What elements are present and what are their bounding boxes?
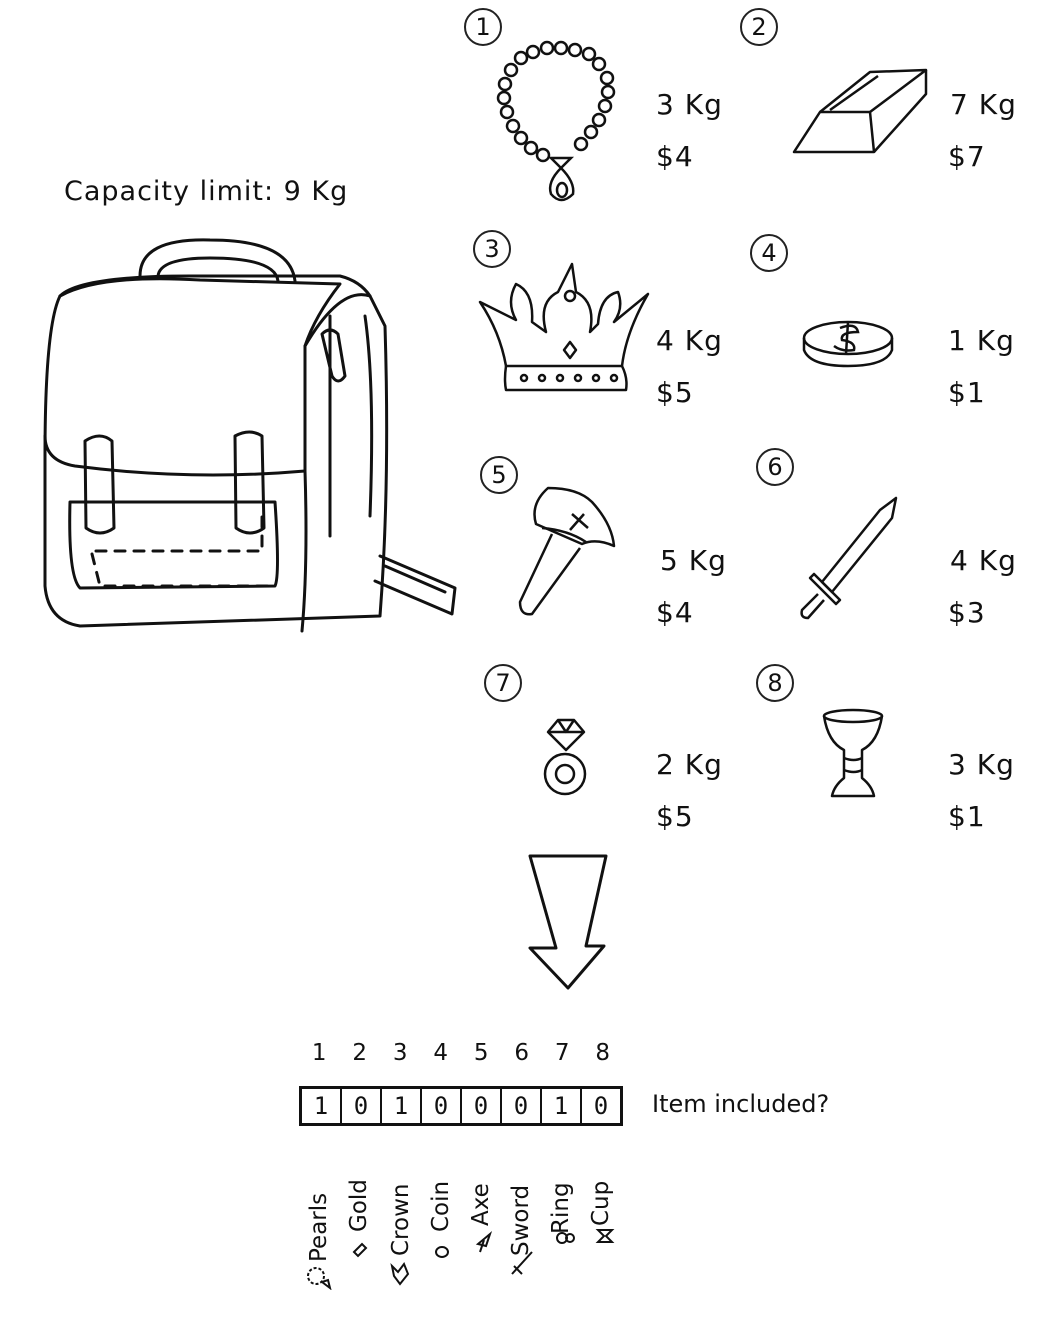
bit-cell: 0: [593, 1092, 609, 1120]
item-8-value: $1: [948, 800, 986, 833]
bit-cell: 1: [382, 1089, 422, 1123]
item-6-weight: 4 Kg: [950, 544, 1017, 577]
coin-icon: [800, 318, 896, 370]
item-7-weight: 2 Kg: [656, 748, 723, 781]
mini-coin-icon: [436, 1247, 448, 1257]
bit-cell: 0: [462, 1089, 502, 1123]
item-2-weight: 7 Kg: [950, 88, 1017, 121]
item-name-ring: Ring: [548, 1182, 574, 1234]
item-3-value: $5: [656, 376, 694, 409]
item-name-pearls: Pearls: [306, 1192, 332, 1262]
item-1-value: $4: [656, 140, 694, 173]
item-5-value: $4: [656, 596, 694, 629]
item-5-weight: 5 Kg: [660, 544, 727, 577]
mini-icons: [300, 1228, 620, 1290]
item-name-crown: Crown: [388, 1183, 414, 1256]
item-1-number: 1: [464, 8, 502, 46]
item-3-number: 3: [473, 230, 511, 268]
sword-icon: [796, 494, 902, 624]
bit-string: [299, 1086, 623, 1126]
mini-crown-icon: [392, 1264, 408, 1284]
item-4-weight: 1 Kg: [948, 324, 1015, 357]
item-included-label: Item included?: [652, 1090, 830, 1118]
pearls-icon: [495, 40, 620, 205]
mini-axe-icon: [478, 1234, 490, 1252]
mini-gold-icon: [354, 1244, 366, 1256]
item-5-number: 5: [480, 456, 518, 494]
bit-cell: 0: [342, 1089, 382, 1123]
item-2-value: $7: [948, 140, 986, 173]
item-1-weight: 3 Kg: [656, 88, 723, 121]
bit-cell: 1: [302, 1089, 342, 1123]
bit-index: 7: [554, 1040, 570, 1066]
item-8-weight: 3 Kg: [948, 748, 1015, 781]
bit-index: 6: [514, 1040, 530, 1066]
item-8-number: 8: [756, 664, 794, 702]
bit-cell: 1: [542, 1089, 582, 1123]
bit-index: 2: [352, 1040, 368, 1066]
item-name-sword: Sword: [508, 1184, 534, 1256]
bit-index: 8: [595, 1040, 611, 1066]
bit-cell: 0: [502, 1089, 542, 1123]
item-7-value: $5: [656, 800, 694, 833]
item-4-number: 4: [750, 234, 788, 272]
crown-icon: [476, 262, 654, 394]
mini-cup-icon: [598, 1230, 612, 1242]
item-7-number: 7: [484, 664, 522, 702]
axe-icon: [512, 484, 622, 624]
cup-icon: [820, 708, 886, 802]
bit-index: 1: [311, 1040, 327, 1066]
mini-ring-icon: [557, 1233, 574, 1243]
ring-icon: [538, 716, 592, 798]
bit-index: 3: [392, 1040, 408, 1066]
item-6-value: $3: [948, 596, 986, 629]
bit-index: 5: [473, 1040, 489, 1066]
mini-sword-icon: [512, 1252, 532, 1274]
capacity-label: Capacity limit: 9 Kg: [64, 176, 349, 207]
backpack-icon: [40, 236, 470, 646]
down-arrow-icon: [526, 852, 610, 992]
gold-bar-icon: [790, 64, 930, 159]
item-name-cup: Cup: [588, 1180, 614, 1226]
bit-index: 4: [433, 1040, 449, 1066]
item-3-weight: 4 Kg: [656, 324, 723, 357]
bits-header: [299, 1040, 623, 1066]
item-name-gold: Gold: [346, 1179, 372, 1232]
item-4-value: $1: [948, 376, 986, 409]
item-name-axe: Axe: [468, 1183, 494, 1226]
item-2-number: 2: [740, 8, 778, 46]
mini-pearls-icon: [308, 1268, 330, 1288]
item-name-coin: Coin: [428, 1180, 454, 1232]
item-6-number: 6: [756, 448, 794, 486]
bit-cell: 0: [422, 1089, 462, 1123]
